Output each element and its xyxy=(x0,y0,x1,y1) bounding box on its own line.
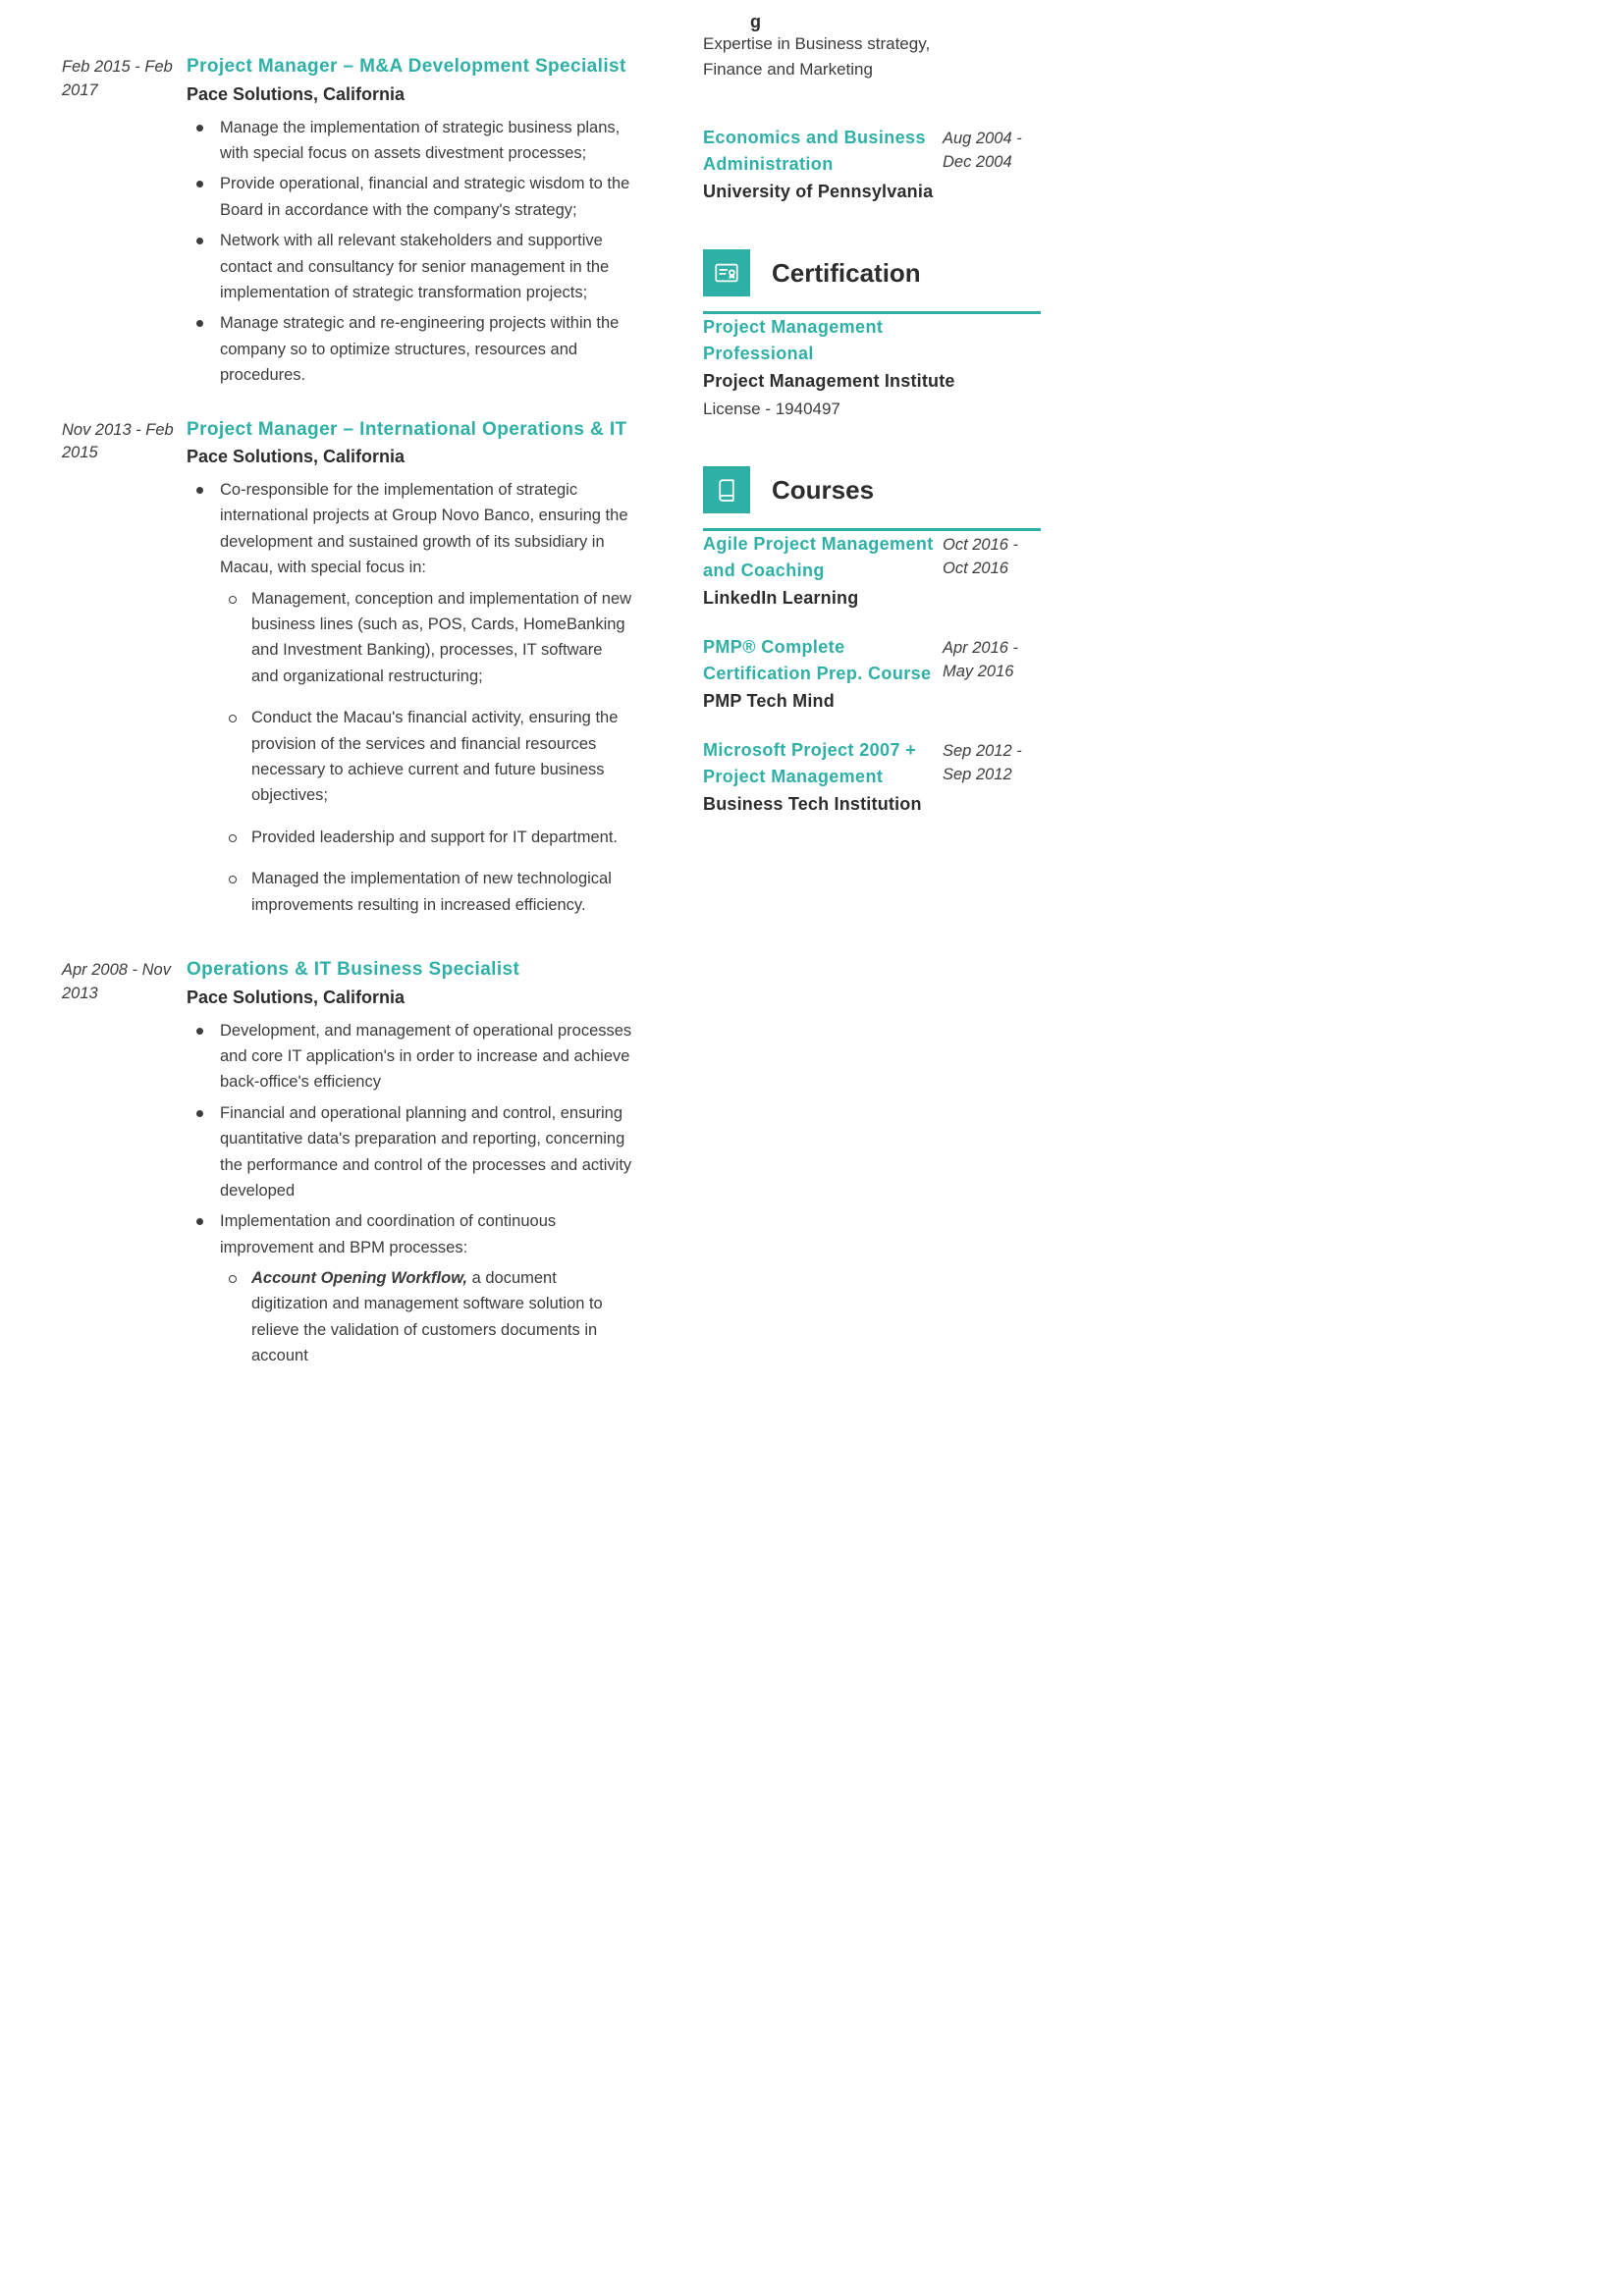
education-degree: Economics and Business Administration xyxy=(703,128,926,174)
bullet-item xyxy=(187,1100,633,1204)
sub-bullet-icon xyxy=(229,834,237,842)
experience-date: Feb 2015 - Feb 2017 xyxy=(62,58,173,99)
bullet-item xyxy=(187,1018,633,1095)
bullet-text xyxy=(251,866,633,918)
bullet-item xyxy=(219,705,633,809)
entry-header xyxy=(703,314,1041,367)
bullet-item xyxy=(187,115,633,167)
bullet-text xyxy=(251,1265,633,1369)
sidebar-entry xyxy=(703,634,1041,712)
bullet-text-plain: Development, and management of operational processes and core IT application's in order to increase and achieve back-office's efficiency xyxy=(220,1021,632,1092)
experience-body xyxy=(187,417,633,934)
company-name: Pace Solutions, California xyxy=(187,987,406,1007)
bullet-text-plain: a document digitization and management software solution to relieve the validation of customers documents in account xyxy=(251,1269,603,1365)
sidebar-entry xyxy=(703,314,1041,419)
education-note: Expertise in Business strategy, Finance and Marketing xyxy=(703,34,931,79)
job-title: Operations & IT Business Specialist xyxy=(187,958,520,980)
bullet-text xyxy=(251,825,618,850)
bullet-text xyxy=(220,171,633,223)
sidebar-sections xyxy=(703,249,1041,815)
bullet-text xyxy=(220,1100,633,1204)
bullet-text-plain: Manage the implementation of strategic business plans, with special focus on assets divestment processes; xyxy=(220,118,621,162)
entry-title: Project Management Professional xyxy=(703,317,884,363)
experience-column xyxy=(62,54,651,1409)
entry-header xyxy=(703,634,1041,687)
book-icon xyxy=(703,466,750,513)
bullet-icon xyxy=(196,1110,203,1117)
bullet-text xyxy=(220,477,633,581)
clipped-text: g xyxy=(750,12,761,31)
bullet-text-plain: Financial and operational planning and control, ensuring quantitative data's preparation and reporting, concerning the performance and control of the processes and activity developed xyxy=(220,1103,632,1200)
experience-entry xyxy=(62,54,651,394)
entry-date: Oct 2016 - Oct 2016 xyxy=(943,536,1019,577)
sub-bullet-icon xyxy=(229,596,237,604)
bullet-item xyxy=(219,1265,633,1369)
bullet-icon xyxy=(196,238,203,244)
bullet-text xyxy=(251,586,633,690)
experience-body xyxy=(187,957,633,1385)
sidebar-entry xyxy=(703,531,1041,609)
bullet-icon xyxy=(196,181,203,187)
bullet-text xyxy=(251,705,633,809)
section-header xyxy=(703,249,1041,296)
bullet-text-plain: Network with all relevant stakeholders and supportive contact and consultancy for senior management in the implementation of strategic transformation projects; xyxy=(220,232,610,301)
bullet-text xyxy=(220,115,633,167)
entry-title: PMP® Complete Certification Prep. Course xyxy=(703,637,932,683)
entry-organization: Business Tech Institution xyxy=(703,794,922,814)
bullet-text xyxy=(220,1208,633,1260)
section-certification xyxy=(703,249,1041,419)
section-entries xyxy=(703,531,1041,815)
bullet-text-plain: Manage strategic and re-engineering projects within the company so to optimize structures, resources and procedures. xyxy=(220,314,620,385)
bullet-icon xyxy=(196,320,203,327)
education-date: Aug 2004 - Dec 2004 xyxy=(943,130,1022,171)
experience-body xyxy=(187,54,633,394)
job-title: Project Manager – M&A Development Specialist xyxy=(187,56,626,77)
bullet-text xyxy=(220,1018,633,1095)
entry-date: Apr 2016 - May 2016 xyxy=(943,639,1019,680)
section-courses xyxy=(703,466,1041,815)
bullet-item xyxy=(187,310,633,388)
bullet-text-emphasis: Account Opening Workflow, xyxy=(251,1269,467,1288)
certificate-icon xyxy=(703,249,750,296)
section-header xyxy=(703,466,1041,513)
job-title: Project Manager – International Operations & IT xyxy=(187,418,627,440)
bullet-item xyxy=(219,825,633,850)
entry-organization: Project Management Institute xyxy=(703,371,955,391)
bullet-icon xyxy=(196,125,203,132)
education-entry-header xyxy=(703,125,1041,178)
bullet-icon xyxy=(196,1218,203,1225)
bullet-text-plain: Co-responsible for the implementation of strategic international projects at Group Novo Banco, ensuring the development and sustained growth of its subsidiary in Macau, with special focus in: xyxy=(220,481,628,577)
bullet-item xyxy=(187,171,633,223)
education-school: University of Pennsylvania xyxy=(703,182,934,201)
sub-bullet-icon xyxy=(229,1275,237,1283)
sub-bullet-icon xyxy=(229,715,237,722)
bullet-text-plain: Implementation and coordination of continuous improvement and BPM processes: xyxy=(220,1212,557,1256)
section-heading: Courses xyxy=(772,474,875,505)
entry-title: Microsoft Project 2007 + Project Management xyxy=(703,740,917,786)
entry-date xyxy=(943,314,1041,367)
bullet-text-plain: Provide operational, financial and strategic wisdom to the Board in accordance with the company's strategy; xyxy=(220,175,630,219)
bullet-text-plain: Managed the implementation of new technological improvements resulting in increased efficiency. xyxy=(251,870,612,914)
bullet-text xyxy=(220,228,633,305)
sidebar-column xyxy=(703,12,1041,840)
entry-organization: LinkedIn Learning xyxy=(703,588,859,608)
sub-bullet-icon xyxy=(229,876,237,883)
entry-date: Sep 2012 - Sep 2012 xyxy=(943,742,1022,783)
bullet-text-plain: Management, conception and implementation of new business lines (such as, POS, Cards, HomeBanking and Investment Banking), processes, IT software and organizational restructuring; xyxy=(251,589,632,685)
bullet-item xyxy=(187,1208,633,1260)
bullet-item xyxy=(187,228,633,305)
clipped-previous-line xyxy=(703,12,1041,31)
bullet-icon xyxy=(196,1028,203,1035)
entry-detail: License - 1940497 xyxy=(703,400,840,418)
entry-header xyxy=(703,737,1041,790)
entry-header xyxy=(703,531,1041,584)
bullet-text-plain: Conduct the Macau's financial activity, ensuring the provision of the services and financial resources necessary to achieve current and future business objectives; xyxy=(251,709,619,805)
entry-organization: PMP Tech Mind xyxy=(703,691,835,711)
sidebar-entry xyxy=(703,737,1041,815)
experience-date: Nov 2013 - Feb 2015 xyxy=(62,420,174,462)
section-heading: Certification xyxy=(772,257,921,288)
bullet-item xyxy=(219,586,633,690)
bullet-item xyxy=(219,866,633,918)
bullet-text xyxy=(220,310,633,388)
bullet-icon xyxy=(196,487,203,494)
company-name: Pace Solutions, California xyxy=(187,447,406,467)
bullet-text-plain: Provided leadership and support for IT department. xyxy=(251,828,618,846)
bullet-item xyxy=(187,477,633,581)
entry-title: Agile Project Management and Coaching xyxy=(703,534,934,580)
section-entries xyxy=(703,314,1041,419)
experience-entry xyxy=(62,417,651,934)
experience-entry xyxy=(62,957,651,1385)
experience-date: Apr 2008 - Nov 2013 xyxy=(62,960,171,1002)
company-name: Pace Solutions, California xyxy=(187,83,406,104)
education-entry xyxy=(703,125,1041,202)
